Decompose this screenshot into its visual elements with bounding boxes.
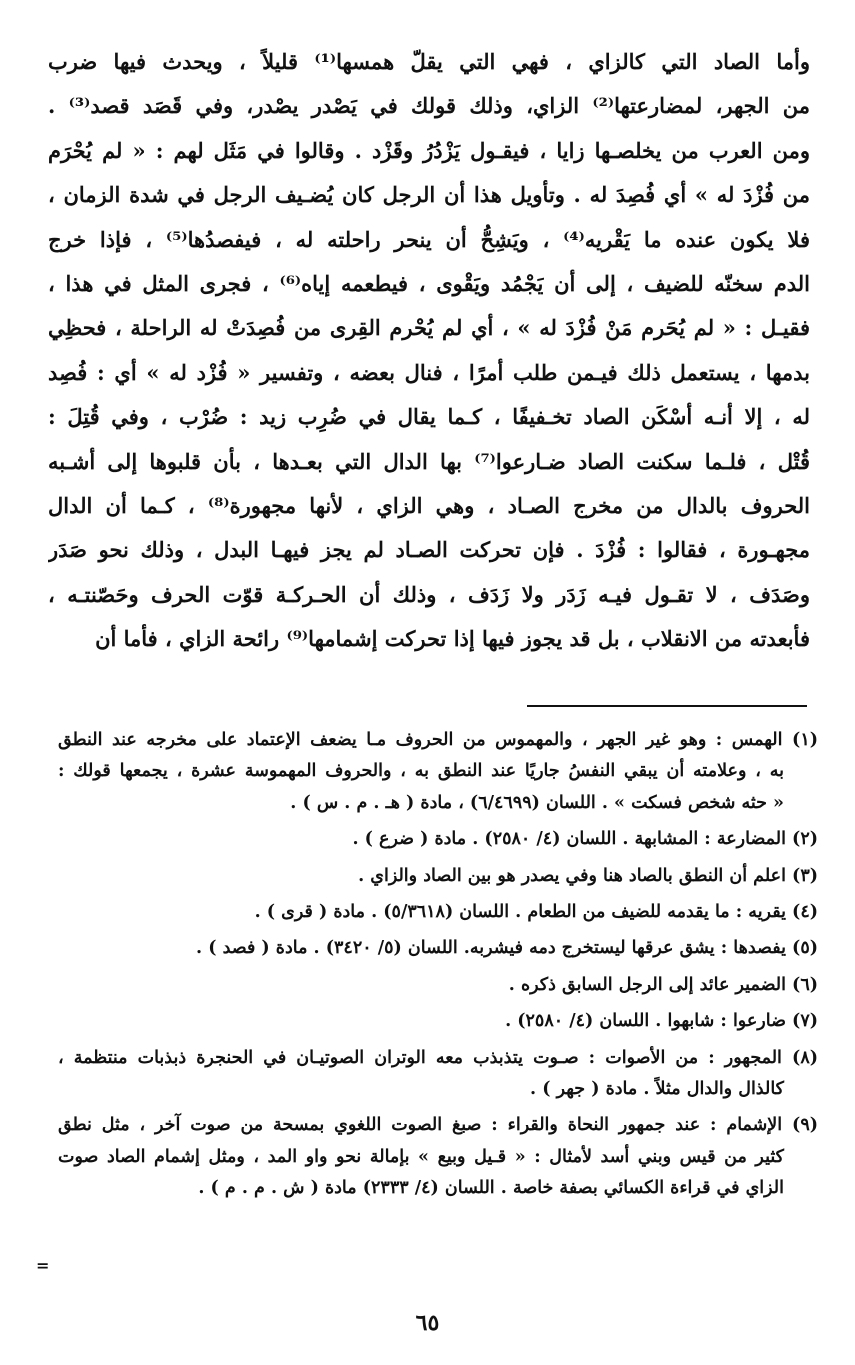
- page-number: ٦٥: [415, 1310, 440, 1336]
- footnote-line: (٦) الضمير عائد إلى الرجل السابق ذكره .: [508, 974, 818, 995]
- footnote-line: (٢) المضارعة : المشابهة . اللسان (٤/ ٢٥٨٠) . مادة ( ضرع ) .: [352, 829, 818, 850]
- footnote-line: (٤) يقريه : ما يقدمه للضيف من الطعام . اللسان (٥/٣٦١٨) . مادة ( قرى ) .: [254, 902, 818, 923]
- footnote-8: [58, 1043, 818, 1106]
- main-line: من فُزْدَ له » أي فُصِدَ له . وتأويل هذا أن الرجل كان يُضـيف الرجل في شدة الزمان ،: [48, 182, 810, 208]
- footnote-1: [58, 725, 818, 819]
- main-line: فأبعدته من الانقلاب ، بل قد يجوز فيها إذا تحركت إشمامها⁽⁹⁾ رائحة الزاي ، فأما أن: [95, 626, 810, 652]
- main-line: بدمها ، يستعمل ذلك فيـمن طلب أمرًا ، فنال بعضه ، وتفسير « فُزْد له » أي : فُصِد: [48, 359, 810, 385]
- footnote-line: كثير من قيس وبني أسد لأمثال : « قـيل وبيع » بإمالة نحو واو المد ، ومثل إشمام الصاد صوت: [58, 1146, 784, 1167]
- footnote-line: (٧) ضارعوا : شابهوا . اللسان (٤/ ٢٥٨٠) .: [505, 1011, 818, 1032]
- main-line: وأما الصاد التي كالزاي ، فهي التي يقلّ همسها⁽¹⁾ قليلاً ، ويحدث فيها ضرب: [48, 49, 810, 74]
- main-line: ومن العرب من يخلصـها زايا ، فيقـول يَزْدُرُ وقَزْد . وقالوا في مَثَل لهم : « لم يُحْرَم: [48, 137, 810, 163]
- main-line: فلا يكون عنده ما يَقْريه⁽⁴⁾ ، ويَشِحُّ أن ينحر راحلته له ، فيفصدُها⁽⁵⁾ ، فإذا خرج: [48, 226, 810, 252]
- footnote-line: به ، وعلامته أن يبقي النفسُ جاريًا عند النطق به ، والحروف المهموسة عشرة ، يجمعها قولك :: [58, 761, 784, 782]
- footnote-line: (٨) المجهور : من الأصوات : صـوت يتذبذب معه الوتران الصوتيـان في الحنجرة ذبذبات منتظمة ،: [58, 1047, 818, 1068]
- main-line: له ، إلا أنـه أسْكَن الصاد تخـفيفًا ، كـما يقال في ضُرِب زيد : ضُرْب ، وفي قُتِلَ :: [48, 404, 810, 430]
- footnote-line: كالذال والدال مثلاً . مادة ( جهر ) .: [530, 1079, 784, 1100]
- footnote-line: (٥) يفصدها : يشق عرقها ليستخرج دمه فيشربه. اللسان (٥/ ٣٤٢٠) . مادة ( فصد ) .: [196, 938, 818, 959]
- main-line: قُتْل ، فلـما سكنت الصاد ضـارعوا⁽⁷⁾ بها الدال التي بعـدها ، بأن قلبوها إلى أشـبه: [48, 448, 810, 474]
- main-line: فقيـل : « لم يُحَرم مَنْ فُزْدَ له » ، أي لم يُحْرم القِرى من فُصِدَتْ له الراحلة ، فحظِي: [48, 315, 810, 341]
- footnote-separator: [527, 705, 807, 707]
- footnote-line: الزاي في قراءة الكسائي بصفة خاصة . اللسان (٤/ ٢٣٣٣) مادة ( ش . م . م ) .: [198, 1178, 784, 1199]
- footnote-line: (٩) الإشمام : عند جمهور النحاة والقراء : صبغ الصوت اللغوي بمسحة من صوت آخر ، مثل نطق: [58, 1115, 818, 1136]
- footnote-line: « حثه شخص فسكت » . اللسان (٦/٤٦٩٩) ، مادة ( هـ . م . س ) .: [290, 792, 784, 813]
- main-line: الدم سخنّه للضيف ، إلى أن يَجْمُد ويَقْوى ، فيطعمه إياه⁽⁶⁾ ، فجرى المثل في هذا ،: [48, 271, 810, 297]
- footnote-line: (٣) اعلم أن النطق بالصاد هنا وفي يصدر هو بين الصاد والزاي .: [358, 865, 818, 886]
- footnotes: [58, 725, 818, 1210]
- margin-mark: =: [36, 1256, 50, 1275]
- main-line: الحروف بالدال من مخرج الصـاد ، وهي الزاي ، لأنها مجهورة⁽⁸⁾ ، كـما أن الدال: [48, 493, 810, 519]
- main-text: [48, 40, 810, 662]
- footnote-5: [58, 933, 818, 964]
- footnote-2: [58, 824, 818, 855]
- footnote-6: [58, 970, 818, 1001]
- footnote-9: [58, 1110, 818, 1204]
- main-line: وصَدَف ، لا تقـول فيـه زَدَر ولا زَدَف ، وذلك أن الحـركـة قوّت الحرف وحَصّنتـه ،: [48, 581, 810, 607]
- main-line: من الجهر، لمضارعتها⁽²⁾ الزاي، وذلك قولك في يَصْدر يصْدر، وفي قَصَد قصد⁽³⁾ .: [48, 93, 810, 119]
- footnote-7: [58, 1006, 818, 1037]
- main-line: مجهـورة ، فقالوا : فُزْدَ . فإن تحركت الصـاد لم يجز فيهـا البدل ، وذلك نحو صَدَر: [48, 537, 810, 563]
- footnote-3: [58, 861, 818, 892]
- footnote-line: (١) الهمس : وهو غير الجهر ، والمهموس من الحروف مـا يضعف الإعتماد على مخرجه عند النطق: [58, 730, 818, 750]
- footnote-4: [58, 897, 818, 928]
